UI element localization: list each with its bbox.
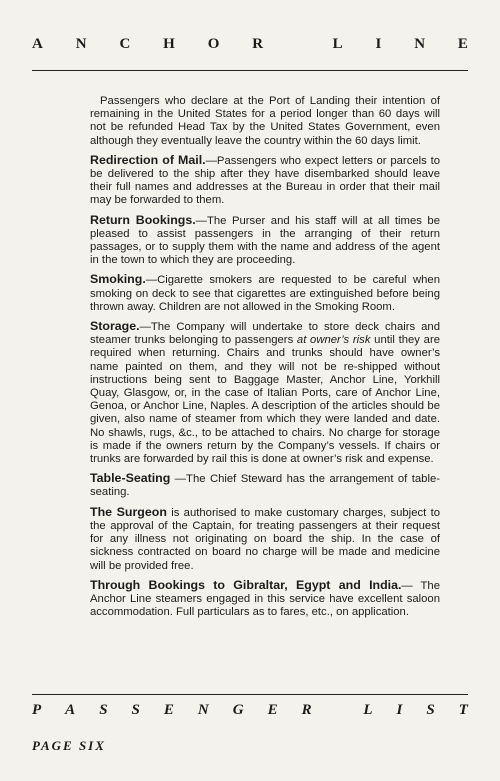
header-letter: I bbox=[375, 36, 382, 52]
section-heading: Storage. bbox=[90, 319, 140, 334]
section-text: —The Chief Steward has the arrangement of table-seating. bbox=[90, 473, 440, 499]
header-letter bbox=[296, 36, 300, 53]
section-heading: Return Bookings. bbox=[90, 212, 196, 227]
section-heading: Redirection of Mail. bbox=[90, 152, 206, 167]
header-title bbox=[32, 36, 468, 53]
footer-letter: L bbox=[363, 702, 373, 718]
page-number: PAGE SIX bbox=[32, 738, 106, 753]
section-through-bookings bbox=[90, 579, 440, 620]
section-text: —Cigarette smokers are requested to be careful when smoking on deck to see that cigarettes are extinguished before being thrown away. Children are not allowed in the Smoking Room. bbox=[90, 274, 440, 313]
footer-letter: T bbox=[458, 702, 468, 718]
footer-letter: R bbox=[301, 702, 312, 718]
intro-paragraph: Passengers who declare at the Port of Landing their intention of remaining in the United States for a period longer than 60 days will not be refunded Head Tax by the United States Government, even although they eventually leave the country within the 60 days limit. bbox=[90, 95, 440, 147]
footer-title bbox=[32, 702, 468, 719]
footer-rule bbox=[32, 694, 468, 695]
body-text bbox=[90, 95, 440, 625]
footer-letter: G bbox=[232, 702, 244, 718]
section-redirection-of-mail bbox=[90, 154, 440, 208]
section-smoking bbox=[90, 273, 440, 314]
header-letter: E bbox=[457, 36, 468, 52]
header-rule bbox=[32, 70, 468, 71]
footer-letter: A bbox=[65, 702, 76, 718]
header-letter: N bbox=[75, 36, 87, 52]
footer-letter: E bbox=[163, 702, 174, 718]
section-heading: Smoking. bbox=[90, 272, 146, 287]
section-text: —The Purser and his staff will at all times be pleased to assist passengers in the arranging of their return passages, or to supply them with the name and address of the agent in the town to which they are proceeding. bbox=[90, 214, 440, 267]
footer-letter: I bbox=[396, 702, 403, 718]
footer-letter: N bbox=[197, 702, 209, 718]
footer-letter: S bbox=[131, 702, 140, 718]
section-text: is authorised to make customary charges, subject to the approval of the Captain, for treating passengers at their request for any illness not originating on board the ship. In the case of sickness contracted on board no charge will be made and medicine will be provided free. bbox=[90, 506, 440, 572]
section-the-surgeon bbox=[90, 506, 440, 573]
header-letter: A bbox=[32, 36, 43, 52]
section-table-seating bbox=[90, 472, 440, 499]
section-storage bbox=[90, 320, 440, 466]
header-letter: O bbox=[207, 36, 220, 52]
footer-letter: S bbox=[99, 702, 108, 718]
section-text: —The Company will undertake to store deck chairs and steamer trunks belonging to passengers bbox=[90, 321, 440, 347]
section-text: until they are required when returning. Chairs and trunks should have owner’s name painted on them, and they will not be re-shipped without instructions being sent to Baggage Master, Anchor Line, Yorkhill Quay, Glasgow, or, in the case of Italian Ports, care of Anchor Line, Genoa, or Anchor Line, Naples. A description of the articles should be given, also name of steamer from which they were landed and date. No shawls, rugs, &c., to be attached to chairs. No charge for storage is made if the owners return by the Company’s vessels. If chairs or trunks are forwarded by rail this is done at owner’s risk and expense. bbox=[90, 334, 440, 466]
header-letter: R bbox=[252, 36, 264, 52]
section-heading: Table-Seating bbox=[90, 471, 171, 486]
section-return-bookings bbox=[90, 214, 440, 268]
footer-letter: S bbox=[426, 702, 435, 718]
running-header bbox=[32, 30, 468, 70]
header-letter: L bbox=[332, 36, 343, 52]
header-letter: N bbox=[414, 36, 426, 52]
header-letter: C bbox=[119, 36, 131, 52]
section-heading: Through Bookings to Gibraltar, Egypt and India. bbox=[90, 577, 402, 592]
section-text: — The Anchor Line steamers engaged in this service have excellent saloon accommodation. Full particulars as to fares, etc., on application. bbox=[90, 579, 440, 619]
section-heading: The Surgeon bbox=[90, 504, 167, 519]
section-text: —Passengers who expect letters or parcels to be delivered to the ship after they have disembarked should leave their full names and addresses at the Bureau in order that their mail may be forwarded to them. bbox=[90, 154, 440, 207]
footer-letter: E bbox=[267, 702, 278, 718]
footer-letter: P bbox=[32, 702, 42, 718]
header-letter: H bbox=[163, 36, 175, 52]
section-text-italic: at owner’s risk bbox=[296, 334, 371, 347]
footer-letter bbox=[336, 702, 340, 719]
